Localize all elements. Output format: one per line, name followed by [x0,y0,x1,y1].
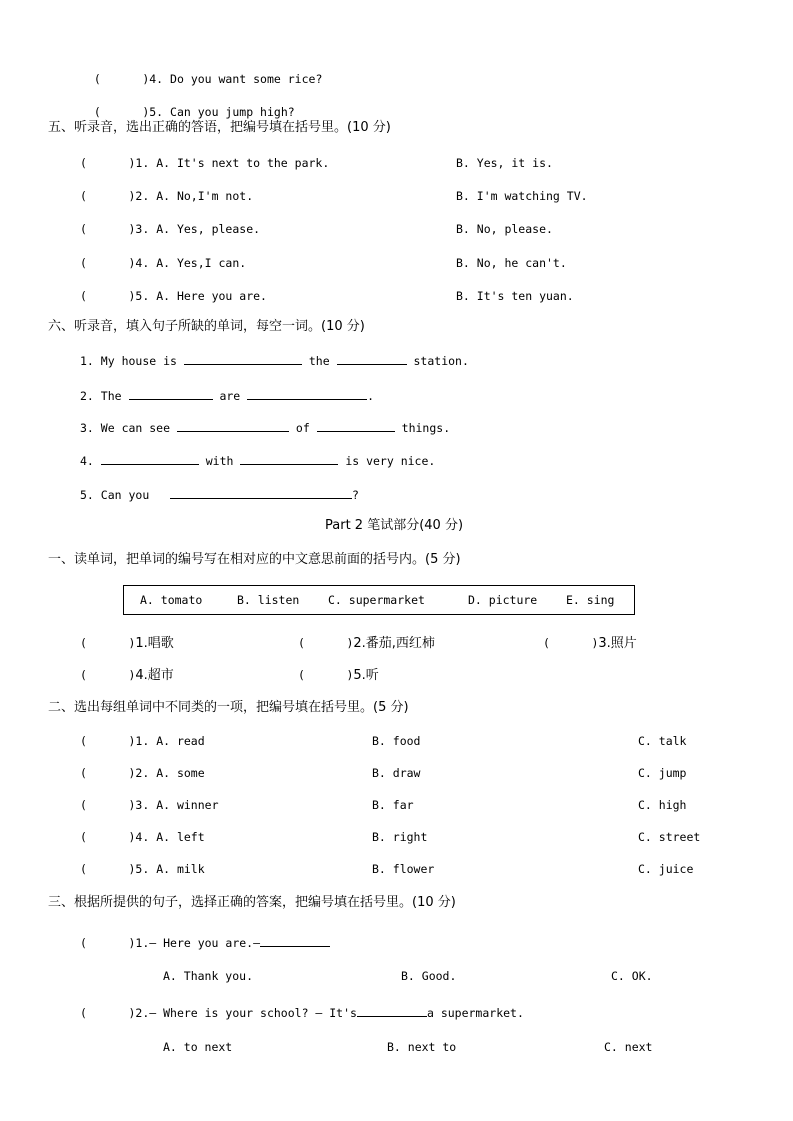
sentence-text: My house is [100,354,177,368]
sentence-number: 3. [80,421,94,435]
s5-item [80,255,246,271]
part2-title: Part 2 笔试部分(40 分) [325,518,464,533]
option-b: B. food [372,734,421,748]
listen-q4 [80,55,322,87]
answer-paren: ( ) [93,105,150,119]
sentence-text: We can see [100,421,171,435]
s5-item [80,155,329,171]
question-number: 4. [135,256,150,270]
option-a: A. Here you are. [156,289,267,303]
sentence-text: with [205,454,234,468]
answer-paren: ( ) [80,936,136,950]
option-c: C. talk [638,734,687,748]
option-c: C. high [638,798,687,812]
fill-sentence-1 [80,353,469,369]
odd-one-item [80,797,219,813]
question-text: a supermarket. [426,1006,524,1020]
option-a: A. left [156,830,205,844]
odd-one-item [80,733,205,749]
question-number: 1. [135,936,150,950]
match-item [298,667,379,684]
option-b: B. No, please. [456,222,553,236]
sentence-text: is very nice. [345,454,436,468]
sentence-number: 2. [80,389,94,403]
option-b: B. It's ten yuan. [456,289,574,303]
odd-one-item [80,829,205,845]
answer-paren: ( ) [80,766,136,780]
answer-paren: ( ) [298,668,354,682]
fill-sentence-2 [80,388,374,404]
listen-q5 [80,88,295,120]
sentence-number: 4. [80,454,94,468]
question-number: 1. [135,734,150,748]
answer-paren: ( ) [80,189,136,203]
question-text: Can you jump high? [170,105,295,119]
odd-one-item [80,765,205,781]
s5-item [80,221,260,237]
question-number: 1. [135,156,150,170]
question-number: 5. [135,862,150,876]
word-option: D. picture [468,593,538,607]
answer-paren: ( ) [80,636,136,650]
question-text: Do you want some rice? [170,72,323,86]
s5-item [80,188,253,204]
question-number: 4. [135,830,150,844]
answer-blank[interactable] [247,388,367,400]
word-option: E. sing [566,593,615,607]
answer-paren: ( ) [93,72,150,86]
answer-paren: ( ) [80,668,136,682]
answer-blank[interactable] [177,420,289,432]
chinese-meaning: 4.超市 [135,668,174,683]
option-c: C. street [638,830,701,844]
answer-paren: ( ) [80,222,136,236]
option-a: A. winner [156,798,219,812]
answer-blank[interactable] [317,420,395,432]
question-number: 4. [149,72,164,86]
section6-heading: 六、听录音，填入句子所缺的单词，每空一词。(10 分) [48,319,365,334]
word-option: A. tomato [140,593,203,607]
option-b: B. Yes, it is. [456,156,553,170]
option-b: B. far [372,798,414,812]
chinese-meaning: 1.唱歌 [135,636,174,651]
answer-blank[interactable] [240,453,338,465]
question-number: 5. [149,105,164,119]
written2-heading: 二、选出每组单词中不同类的一项，把编号填在括号里。(5 分) [48,700,409,715]
option-b: B. draw [372,766,421,780]
match-item [80,635,174,652]
written3-heading: 三、根据所提供的句子，选择正确的答案，把编号填在括号里。(10 分) [48,895,456,910]
answer-blank[interactable] [260,935,330,947]
option-b: B. flower [372,862,435,876]
option-b: B. I'm watching TV. [456,189,588,203]
option-a: A. Yes, please. [156,222,261,236]
question-number: 2. [135,766,150,780]
choice-question-1 [80,935,330,951]
chinese-meaning: 5.听 [353,668,379,683]
sentence-text: . [367,389,375,403]
match-item [543,635,637,652]
fill-sentence-3 [80,420,450,436]
answer-paren: ( ) [80,289,136,303]
option-b: B. Good. [401,969,457,983]
option-c: C. next [604,1040,653,1054]
sentence-text: The [100,389,122,403]
answer-blank[interactable] [170,487,352,499]
option-a: A. Yes,I can. [156,256,247,270]
option-c: C. juice [638,862,694,876]
option-a: A. No,I'm not. [156,189,254,203]
question-number: 2. [135,1006,150,1020]
option-b: B. No, he can't. [456,256,567,270]
option-b: B. right [372,830,428,844]
option-a: A. to next [163,1040,233,1054]
word-option: B. listen [237,593,300,607]
sentence-text: Can you [100,488,150,502]
answer-blank[interactable] [101,453,199,465]
match-item [298,635,435,652]
question-number: 2. [135,189,150,203]
fill-sentence-5 [80,487,359,503]
answer-paren: ( ) [80,862,136,876]
chinese-meaning: 2.番茄,西红柿 [353,636,435,651]
sentence-text: the [308,354,330,368]
answer-paren: ( ) [80,830,136,844]
answer-paren: ( ) [298,636,354,650]
sentence-number: 1. [80,354,94,368]
chinese-meaning: 3.照片 [598,636,637,651]
word-option: C. supermarket [328,593,425,607]
match-item [80,667,174,684]
option-a: A. It's next to the park. [156,156,330,170]
answer-blank[interactable] [184,353,302,365]
option-a: A. read [156,734,205,748]
fill-sentence-4 [80,453,435,469]
answer-blank[interactable] [129,388,213,400]
sentence-text: are [219,389,241,403]
choice-question-2 [80,1005,524,1021]
answer-paren: ( ) [80,156,136,170]
option-a: A. Thank you. [163,969,254,983]
sentence-text: of [295,421,310,435]
option-c: C. jump [638,766,687,780]
s5-item [80,288,267,304]
sentence-text: station. [413,354,469,368]
option-b: B. next to [387,1040,457,1054]
option-a: A. milk [156,862,205,876]
answer-paren: ( ) [80,798,136,812]
answer-paren: ( ) [80,734,136,748]
question-number: 3. [135,222,150,236]
answer-blank[interactable] [337,353,407,365]
question-text: — Where is your school? — It's [149,1006,357,1020]
sentence-text: things. [401,421,451,435]
word-bank-box [123,585,635,615]
answer-paren: ( ) [543,636,599,650]
option-a: A. some [156,766,205,780]
answer-paren: ( ) [80,1006,136,1020]
section5-heading: 五、听录音，选出正确的答语，把编号填在括号里。(10 分) [48,120,391,135]
question-number: 5. [135,289,150,303]
sentence-number: 5. [80,488,94,502]
answer-blank[interactable] [357,1005,427,1017]
option-c: C. OK. [611,969,653,983]
odd-one-item [80,861,205,877]
question-text: — Here you are.— [149,936,261,950]
question-number: 3. [135,798,150,812]
sentence-text: ? [352,488,359,502]
answer-paren: ( ) [80,256,136,270]
written1-heading: 一、读单词，把单词的编号写在相对应的中文意思前面的括号内。(5 分) [48,552,461,567]
